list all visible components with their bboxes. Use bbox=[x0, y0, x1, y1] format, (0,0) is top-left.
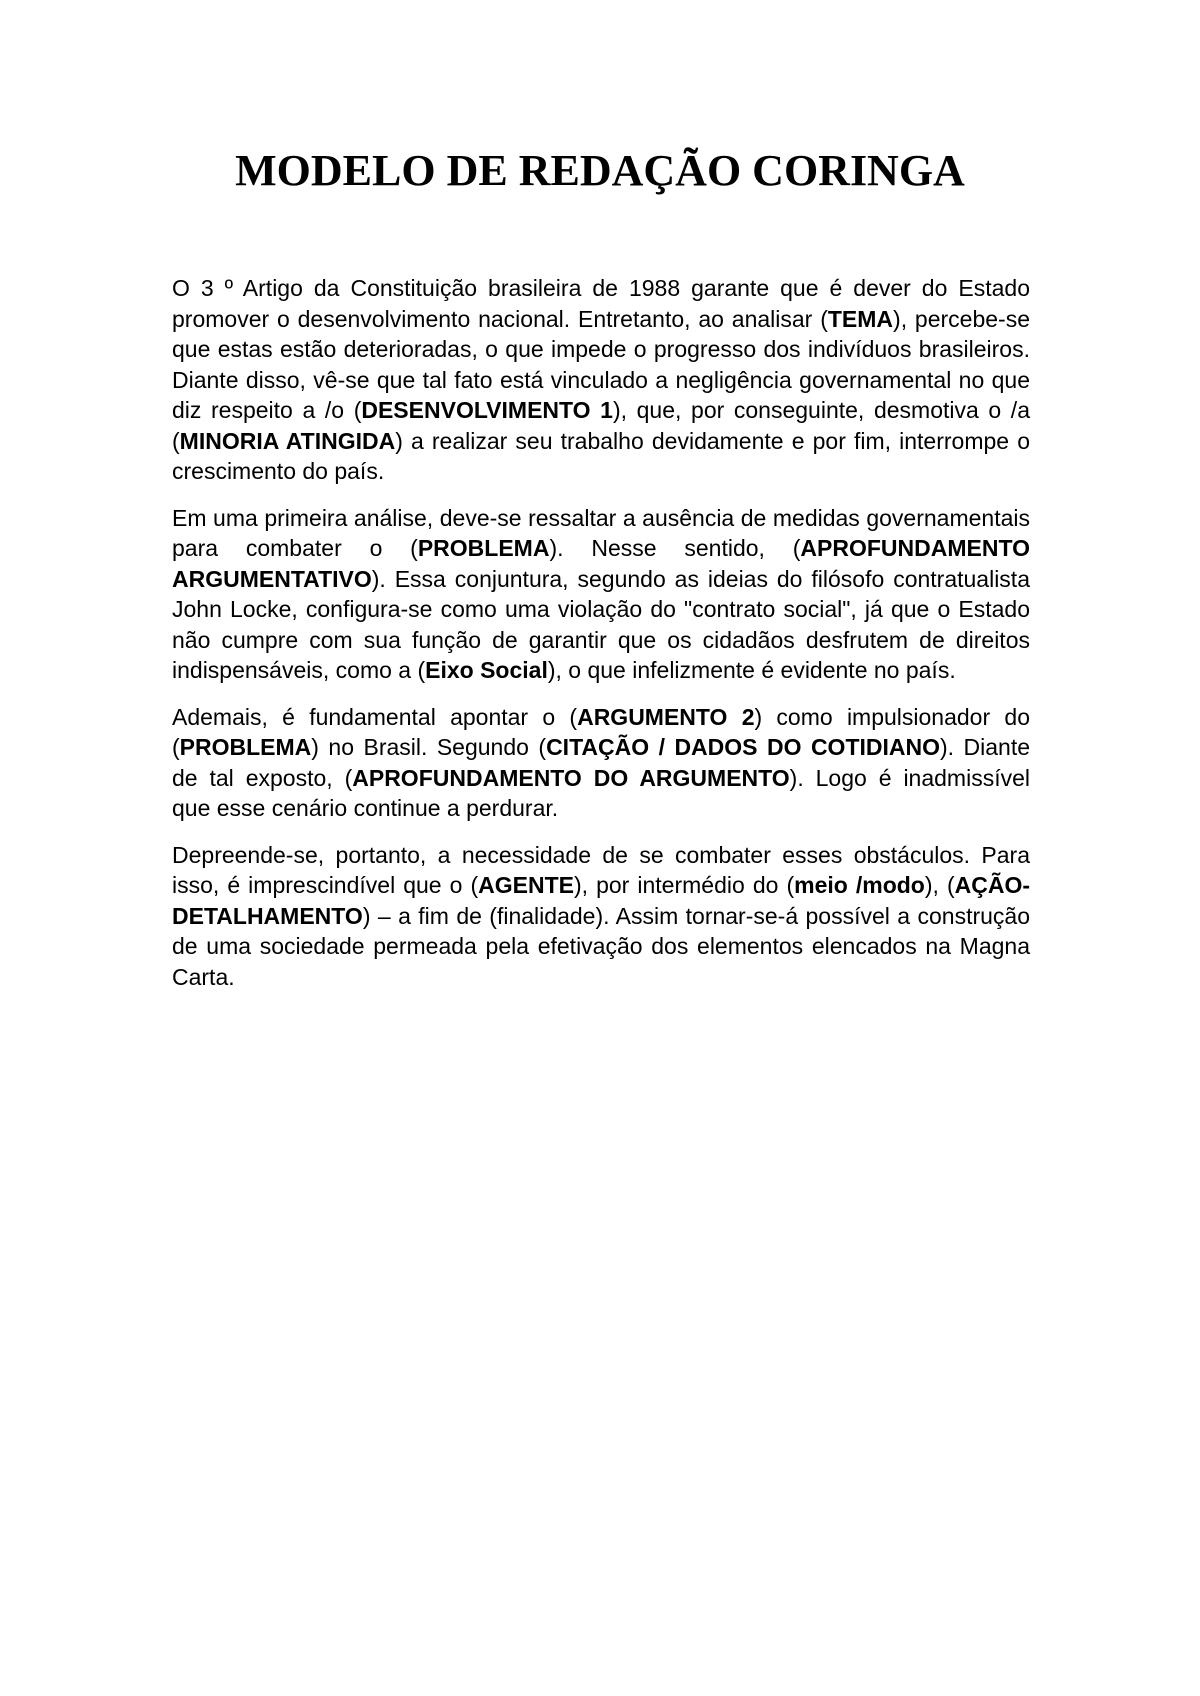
text-run: ), o que infelizmente é evidente no país. bbox=[547, 657, 956, 683]
text-run: Ademais, é fundamental apontar o ( bbox=[172, 703, 578, 730]
paragraph-introduction bbox=[172, 273, 1030, 487]
text-run: O 3 º Artigo da Constituição brasileira de 1988 garante que é dever do Estado promover o desenvolvimento nacional. Entretanto, ao analisar ( bbox=[172, 275, 1030, 332]
paragraph-development-1 bbox=[172, 503, 1030, 686]
text-run: ), ( bbox=[924, 872, 955, 898]
placeholder-term: PROBLEMA bbox=[417, 535, 550, 561]
placeholder-term: DESENVOLVIMENTO 1 bbox=[361, 397, 613, 423]
text-run: ). Essa conjuntura, segundo as ideias do filósofo contratualista John Locke, configura-se como uma violação do "contrato social", já que o Estado não cumpre com sua função de garantir que os cidadãos desfrutem de direitos indispensáveis, como a ( bbox=[172, 565, 1030, 683]
text-run: ) no Brasil. Segundo ( bbox=[311, 734, 547, 760]
placeholder-term: AGENTE bbox=[478, 872, 574, 898]
placeholder-term: AÇÃO-DETALHAMENTO bbox=[172, 872, 1031, 929]
document-title: MODELO DE REDAÇÃO CORINGA bbox=[235, 146, 965, 195]
text-run: ). Logo é inadmissível que esse cenário continue a perdurar. bbox=[172, 764, 1030, 821]
text-run: ) a realizar seu trabalho devidamente e por fim, interrompe o crescimento do país. bbox=[172, 427, 1030, 484]
text-run: Em uma primeira análise, deve-se ressaltar a ausência de medidas governamentais para combater o ( bbox=[172, 504, 1030, 561]
text-run: ). Nesse sentido, ( bbox=[549, 535, 801, 561]
placeholder-term: TEMA bbox=[827, 305, 894, 332]
text-run: Depreende-se, portanto, a necessidade de se combater esses obstáculos. Para isso, é imprescindível que o ( bbox=[172, 841, 1030, 898]
paragraph-development-2 bbox=[172, 702, 1030, 824]
placeholder-term: meio /modo bbox=[794, 872, 925, 898]
placeholder-term: APROFUNDAMENTO DO ARGUMENTO bbox=[352, 764, 790, 791]
text-run: ). Diante de tal exposto, ( bbox=[172, 734, 1031, 791]
paragraph-conclusion bbox=[172, 840, 1030, 993]
placeholder-term: MINORIA ATINGIDA bbox=[179, 427, 396, 454]
placeholder-term: Eixo Social bbox=[425, 657, 548, 683]
placeholder-term: CITAÇÃO / DADOS DO COTIDIANO bbox=[546, 734, 940, 760]
text-run: ), que, por conseguinte, desmotiva o /a ( bbox=[172, 397, 1030, 454]
placeholder-term: APROFUNDAMENTO ARGUMENTATIVO bbox=[172, 535, 1030, 592]
document-body bbox=[172, 273, 1030, 1008]
text-run: ) como impulsionador do ( bbox=[172, 703, 1030, 760]
text-run: ), por intermédio do ( bbox=[574, 872, 795, 898]
text-run: ) – a fim de (finalidade). Assim tornar-se-á possível a construção de uma sociedade permeada pela efetivação dos elementos elencados na Magna Carta. bbox=[172, 902, 1030, 990]
placeholder-term: PROBLEMA bbox=[179, 734, 312, 760]
placeholder-term: ARGUMENTO 2 bbox=[577, 703, 755, 730]
text-run: ), percebe-se que estas estão deterioradas, o que impede o progresso dos indivíduos brasileiros. Diante disso, vê-se que tal fato está vinculado a negligência governamental no que diz respeito a /o ( bbox=[172, 305, 1030, 423]
